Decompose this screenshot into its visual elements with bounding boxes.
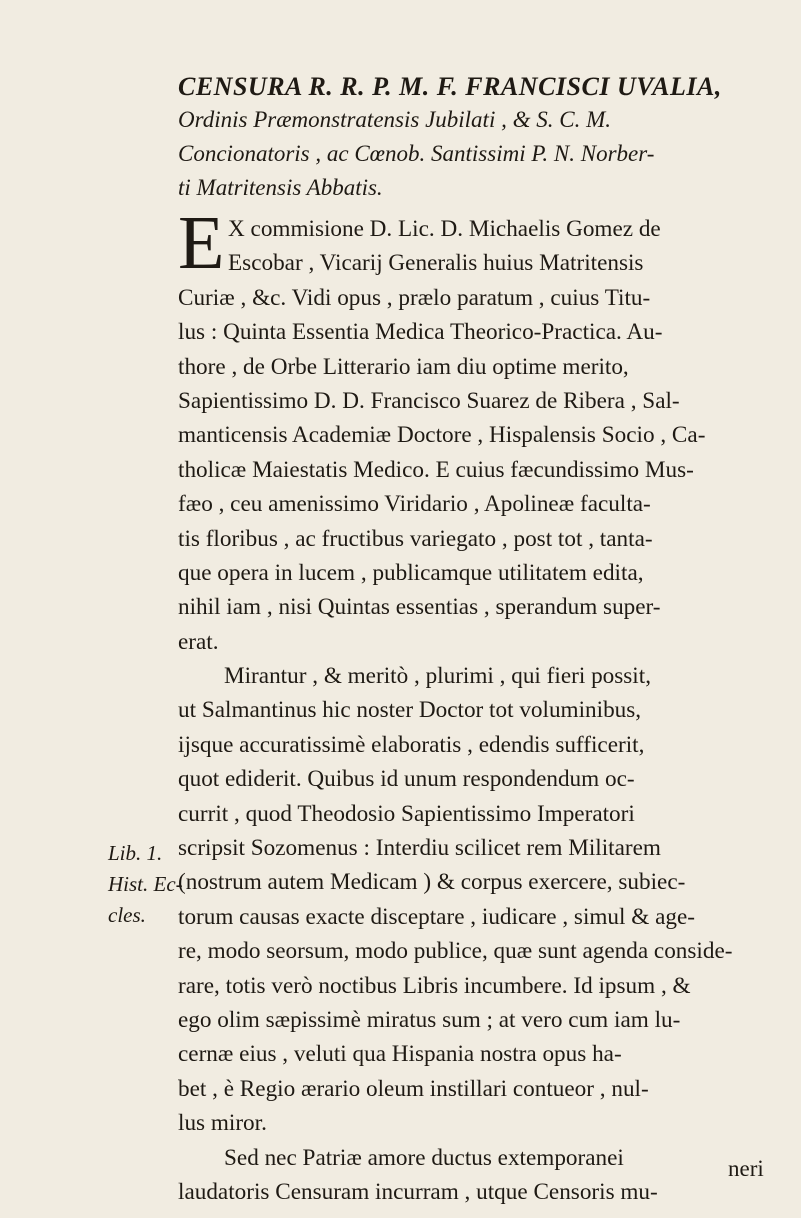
text-line: manticensis Academiæ Doctore , Hispalensis Socio , Ca- xyxy=(178,422,706,449)
margin-note-line: Lib. 1. xyxy=(108,841,163,865)
paragraph-1 xyxy=(178,212,778,659)
text-line: thore , de Orbe Litterario iam diu optime merito, xyxy=(178,353,629,380)
text-line: que opera in lucem , publicamque utilitatem edita, xyxy=(178,559,644,586)
text-line: torum causas exacte disceptare , iudicare , simul & age- xyxy=(178,903,695,930)
subtitle-line: Concionatoris , ac Cœnob. Santissimi P. N. Norber- xyxy=(178,141,655,166)
censura-subtitle xyxy=(178,103,778,205)
text-line: erat. xyxy=(178,628,219,655)
text-line: Mirantur , & meritò , plurimi , qui fieri possit, xyxy=(224,663,651,690)
margin-note xyxy=(108,838,183,931)
text-line: lus : Quinta Essentia Medica Theorico-Practica. Au- xyxy=(178,319,663,346)
paragraph-2 xyxy=(178,659,778,1140)
text-line: ut Salmantinus hic noster Doctor tot voluminibus, xyxy=(178,697,642,724)
body-text xyxy=(178,212,778,1209)
margin-note-line: cles. xyxy=(108,903,146,927)
text-line: ego olim sæpissimè miratus sum ; at vero cum iam lu- xyxy=(178,1006,681,1033)
text-line: X commisione D. Lic. D. Michaelis Gomez de xyxy=(228,216,661,242)
text-line: quot ediderit. Quibus id unum respondendum oc- xyxy=(178,766,635,793)
text-line: Escobar , Vicarij Generalis huius Matritensis xyxy=(228,250,644,277)
subtitle-line: ti Matritensis Abbatis. xyxy=(178,175,383,200)
text-line: lus miror. xyxy=(178,1110,267,1137)
text-line: tholicæ Maiestatis Medico. E cuius fæcundissimo Mus- xyxy=(178,456,694,483)
text-line: laudatoris Censuram incurram , utque Censoris mu- xyxy=(178,1178,658,1205)
paragraph-3 xyxy=(178,1141,778,1210)
text-line: Sed nec Patriæ amore ductus extemporanei xyxy=(224,1144,624,1171)
censura-title: CENSURA R. R. P. M. F. FRANCISCI UVALIA, xyxy=(178,72,722,101)
text-line: nihil iam , nisi Quintas essentias , sperandum super- xyxy=(178,594,661,621)
text-line: bet , è Regio ærario oleum instillari contueor , nul- xyxy=(178,1075,649,1102)
text-line: (nostrum autem Medicam ) & corpus exercere, subiec- xyxy=(178,869,686,896)
text-line: Curiæ , &c. Vidi opus , prælo paratum , cuius Titu- xyxy=(178,284,651,311)
text-line: currit , quod Theodosio Sapientissimo Imperatori xyxy=(178,800,635,827)
text-line: re, modo seorsum, modo publice, quæ sunt agenda conside- xyxy=(178,938,733,965)
text-line: cernæ eius , veluti qua Hispania nostra opus ha- xyxy=(178,1041,622,1068)
text-line: scripsit Sozomenus : Interdiu scilicet rem Militarem xyxy=(178,835,661,862)
text-line: rare, totis verò noctibus Libris incumbere. Id ipsum , & xyxy=(178,972,691,999)
drop-cap-letter: E xyxy=(178,201,225,285)
subtitle-line: Ordinis Præmonstratensis Jubilati , & S. C. M. xyxy=(178,107,611,132)
text-line: Sapientissimo D. D. Francisco Suarez de Ribera , Sal- xyxy=(178,387,680,414)
margin-note-line: Hist. Ec- xyxy=(108,872,183,896)
text-line: fæo , ceu amenissimo Viridario , Apolineæ faculta- xyxy=(178,491,651,518)
text-line: tis floribus , ac fructibus variegato , post tot , tanta- xyxy=(178,525,653,552)
catchword: neri xyxy=(728,1156,764,1181)
text-line: ijsque accuratissimè elaboratis , edendis sufficerit, xyxy=(178,731,645,758)
